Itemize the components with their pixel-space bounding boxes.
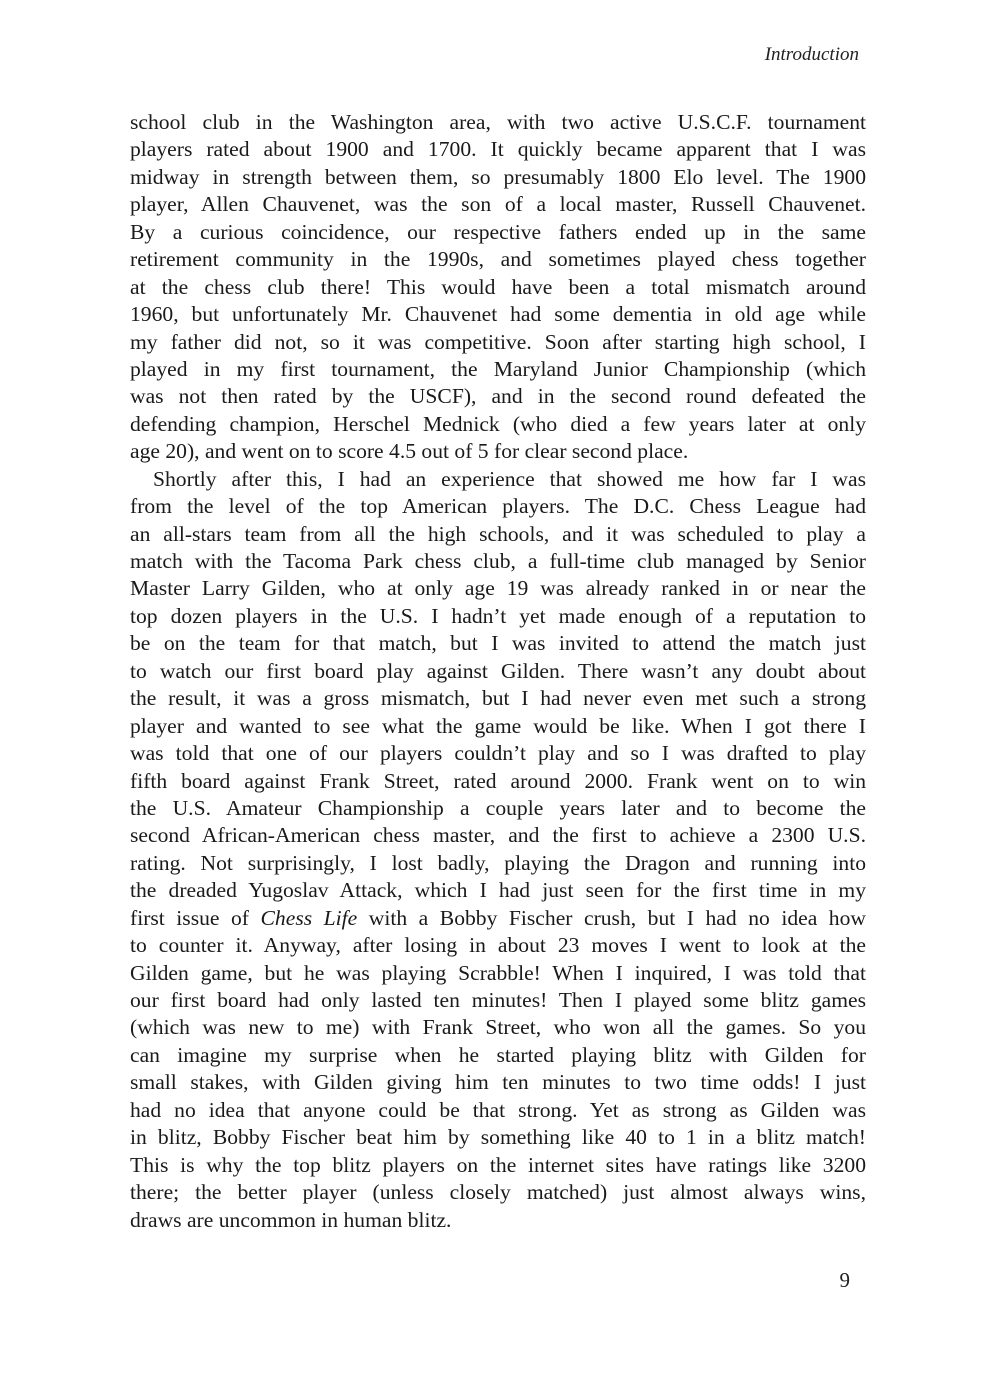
text-line: fifth board against Frank Street, rated around 2000. Frank went on to win [130,768,866,793]
text-line: my father did not, so it was competitive. Soon after starting high school, I [130,329,866,354]
text-line: draws are uncommon in human blitz. [130,1207,452,1232]
text-line: This is why the top blitz players on the internet sites have ratings like 3200 [130,1152,866,1177]
text-line: By a curious coincidence, our respective fathers ended up in the same [130,219,866,244]
text-line: was not then rated by the USCF), and in the second round defeated the [130,384,866,409]
text-line: played in my first tournament, the Maryland Junior Championship (which [130,356,866,381]
text-line: had no idea that anyone could be that strong. Yet as strong as Gilden was [130,1097,866,1122]
text-line [130,905,866,932]
text-line: in blitz, Bobby Fischer beat him by something like 40 to 1 in a blitz match! [130,1125,866,1150]
text-line: to counter it. Anyway, after losing in about 23 moves I went to look at the [130,933,866,958]
text-line: players rated about 1900 and 1700. It quickly became apparent that I was [130,137,866,162]
text-line: our first board had only lasted ten minutes! Then I played some blitz games [130,988,866,1012]
text-line: the result, it was a gross mismatch, but I had never even met such a strong [130,686,866,711]
text-run: first issue of [130,905,261,930]
text-line: second African-American chess master, and the first to achieve a 2300 U.S. [130,823,866,848]
text-line: to watch our first board play against Gilden. There wasn’t any doubt about [130,658,866,683]
text-line: at the chess club there! This would have been a total mismatch around [130,274,866,299]
text-line: rating. Not surprisingly, I lost badly, playing the Dragon and running into [130,850,866,875]
text-line: was told that one of our players couldn’t play and so I was drafted to play [130,741,866,766]
text-line: can imagine my surprise when he started playing blitz with Gilden for [130,1042,866,1067]
text-line: player and wanted to see what the game would be like. When I got there I [130,713,866,738]
text-line: Master Larry Gilden, who at only age 19 was already ranked in or near the [130,576,866,601]
book-title: Chess Life [260,905,358,930]
text-run: with a Bobby Fischer crush, but I had no idea how [357,905,866,930]
text-line: school club in the Washington area, with two active U.S.C.F. tournament [130,110,866,134]
text-line: the dreaded Yugoslav Attack, which I had just seen for the first time in my [130,878,866,903]
text-line: the U.S. Amateur Championship a couple years later and to become the [130,795,866,820]
text-line: Gilden game, but he was playing Scrabble! When I inquired, I was told that [130,960,866,985]
body-text [130,109,866,1234]
text-line: Shortly after this, I had an experience that showed me how far I was [153,466,866,491]
text-line: there; the better player (unless closely matched) just almost always wins, [130,1180,866,1205]
text-line: small stakes, with Gilden giving him ten minutes to two time odds! I just [130,1070,866,1095]
running-head: Introduction [764,44,859,65]
text-line: 1960, but unfortunately Mr. Chauvenet had some dementia in old age while [130,302,866,327]
text-line: from the level of the top American players. The D.C. Chess League had [130,494,866,519]
text-line: an all-stars team from all the high schools, and it was scheduled to play a [130,521,866,546]
text-line: player, Allen Chauvenet, was the son of a local master, Russell Chauvenet. [130,192,866,217]
text-line: retirement community in the 1990s, and sometimes played chess together [130,247,866,272]
text-line: top dozen players in the U.S. I hadn’t yet made enough of a reputation to [130,603,866,628]
text-line: (which was new to me) with Frank Street, who won all the games. So you [130,1015,866,1040]
text-line: be on the team for that match, but I was invited to attend the match just [130,631,866,656]
text-line: midway in strength between them, so presumably 1800 Elo level. The 1900 [130,164,866,189]
text-line: age 20), and went on to score 4.5 out of 5 for clear second place. [130,439,689,464]
page-number: 9 [839,1268,850,1292]
text-line: match with the Tacoma Park chess club, a full-time club managed by Senior [130,549,866,573]
text-line: defending champion, Herschel Mednick (who died a few years later at only [130,411,866,436]
